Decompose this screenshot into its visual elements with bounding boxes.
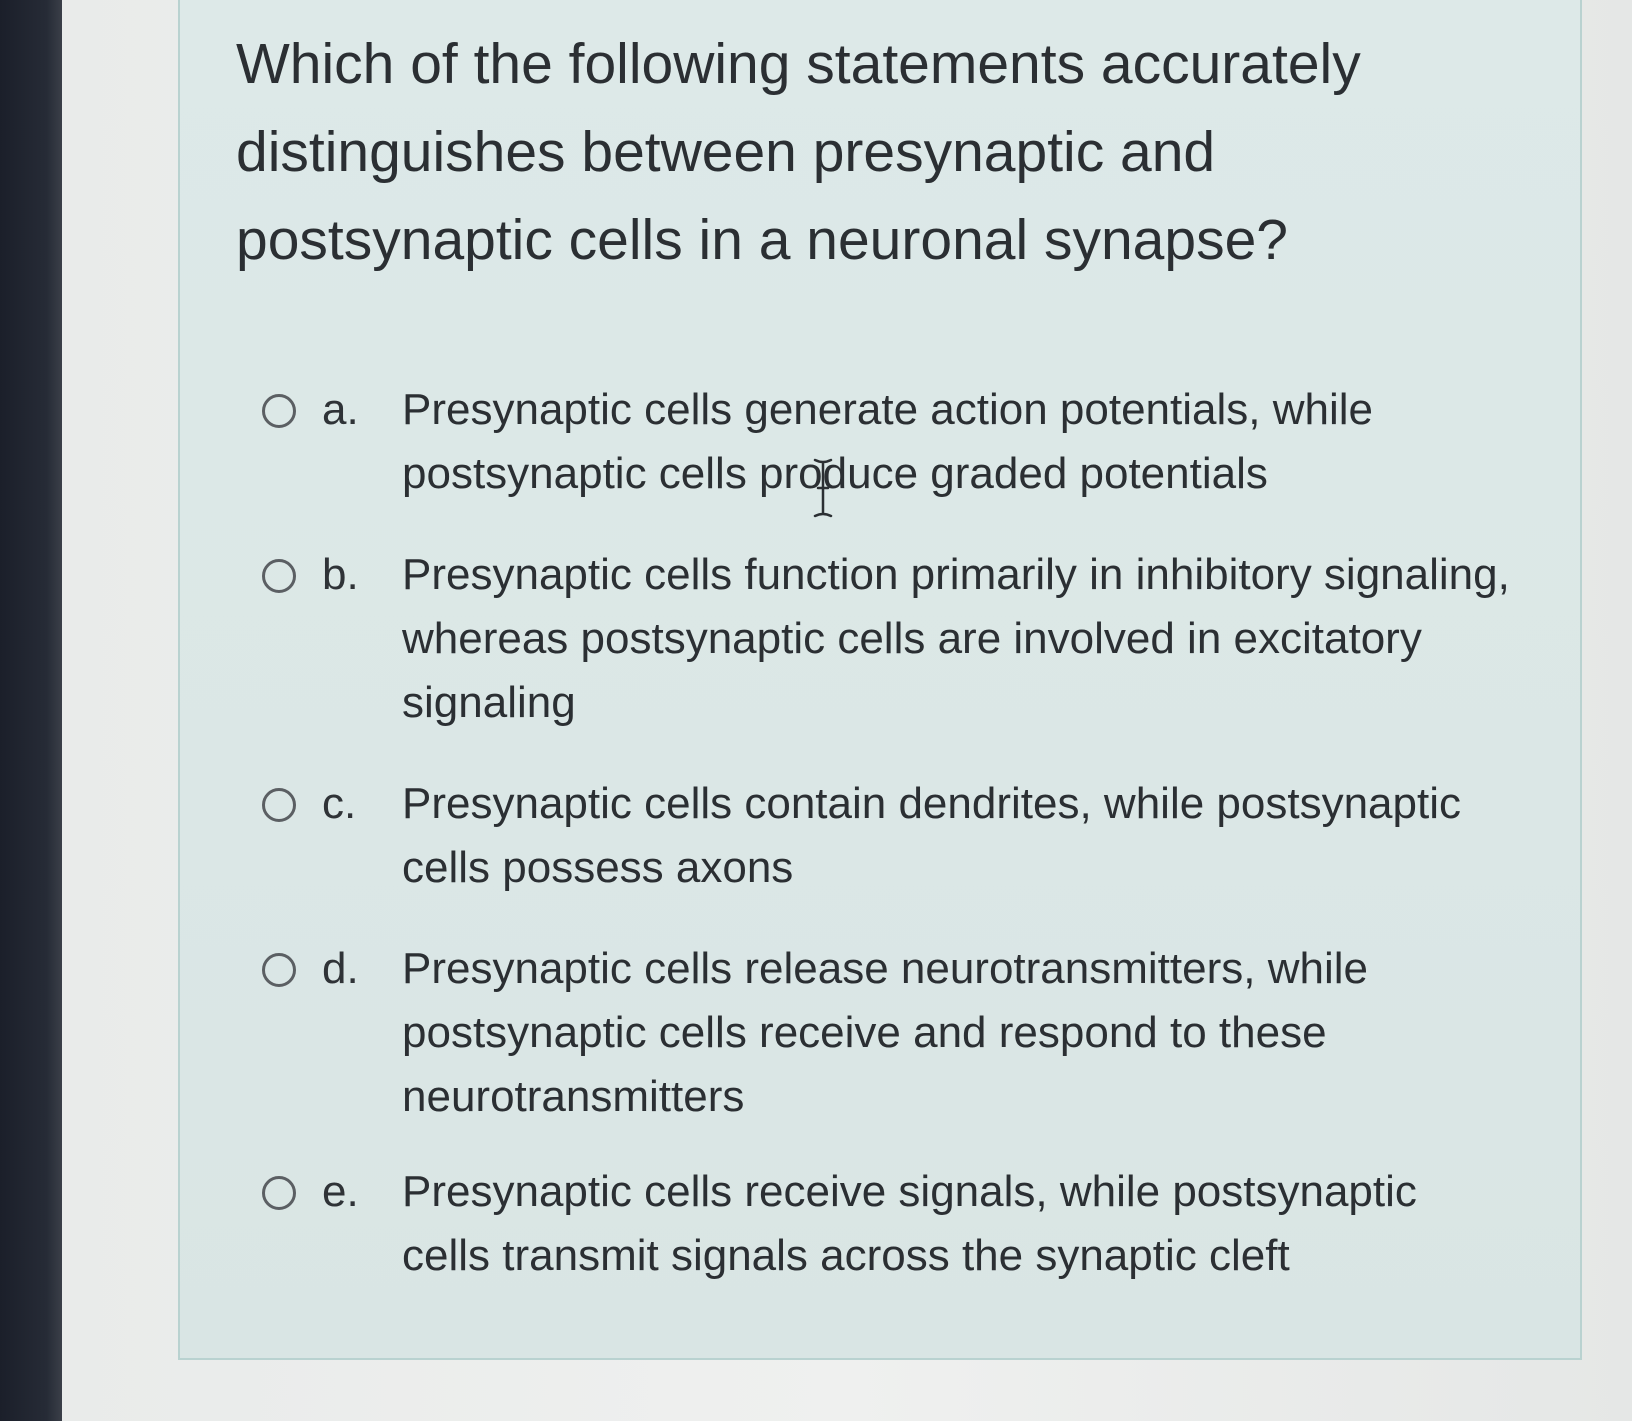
answer-option-e[interactable] — [262, 1160, 1532, 1288]
answer-option-b[interactable] — [262, 543, 1532, 735]
radio-button-a[interactable] — [262, 394, 296, 428]
answer-option-d[interactable] — [262, 937, 1532, 1129]
screen-bezel — [0, 0, 62, 1421]
answer-option-c[interactable] — [262, 772, 1532, 900]
option-text-b: Presynaptic cells function primarily in inhibitory signaling, whereas postsynaptic cells are involved in excitatory signaling — [402, 550, 1510, 727]
radio-button-d[interactable] — [262, 953, 296, 987]
option-letter-d: d. — [322, 944, 359, 993]
text-cursor-icon — [812, 458, 834, 518]
option-text-c: Presynaptic cells contain dendrites, while postsynaptic cells possess axons — [402, 779, 1461, 892]
option-text-d: Presynaptic cells release neurotransmitters, while postsynaptic cells receive and respond to these neurotransmitters — [402, 944, 1368, 1121]
option-letter-e: e. — [322, 1167, 359, 1216]
option-text-a: Presynaptic cells generate action potentials, while postsynaptic cells produce graded potentials — [402, 385, 1373, 498]
option-letter-b: b. — [322, 550, 359, 599]
answer-option-a[interactable] — [262, 378, 1532, 506]
option-letter-a: a. — [322, 385, 359, 434]
radio-button-b[interactable] — [262, 559, 296, 593]
option-letter-c: c. — [322, 779, 357, 828]
radio-button-e[interactable] — [262, 1176, 296, 1210]
question-text: Which of the following statements accurately distinguishes between presynaptic and postsynaptic cells in a neuronal synapse? — [236, 32, 1361, 272]
option-text-e: Presynaptic cells receive signals, while postsynaptic cells transmit signals across the synaptic cleft — [402, 1167, 1417, 1280]
radio-button-c[interactable] — [262, 788, 296, 822]
